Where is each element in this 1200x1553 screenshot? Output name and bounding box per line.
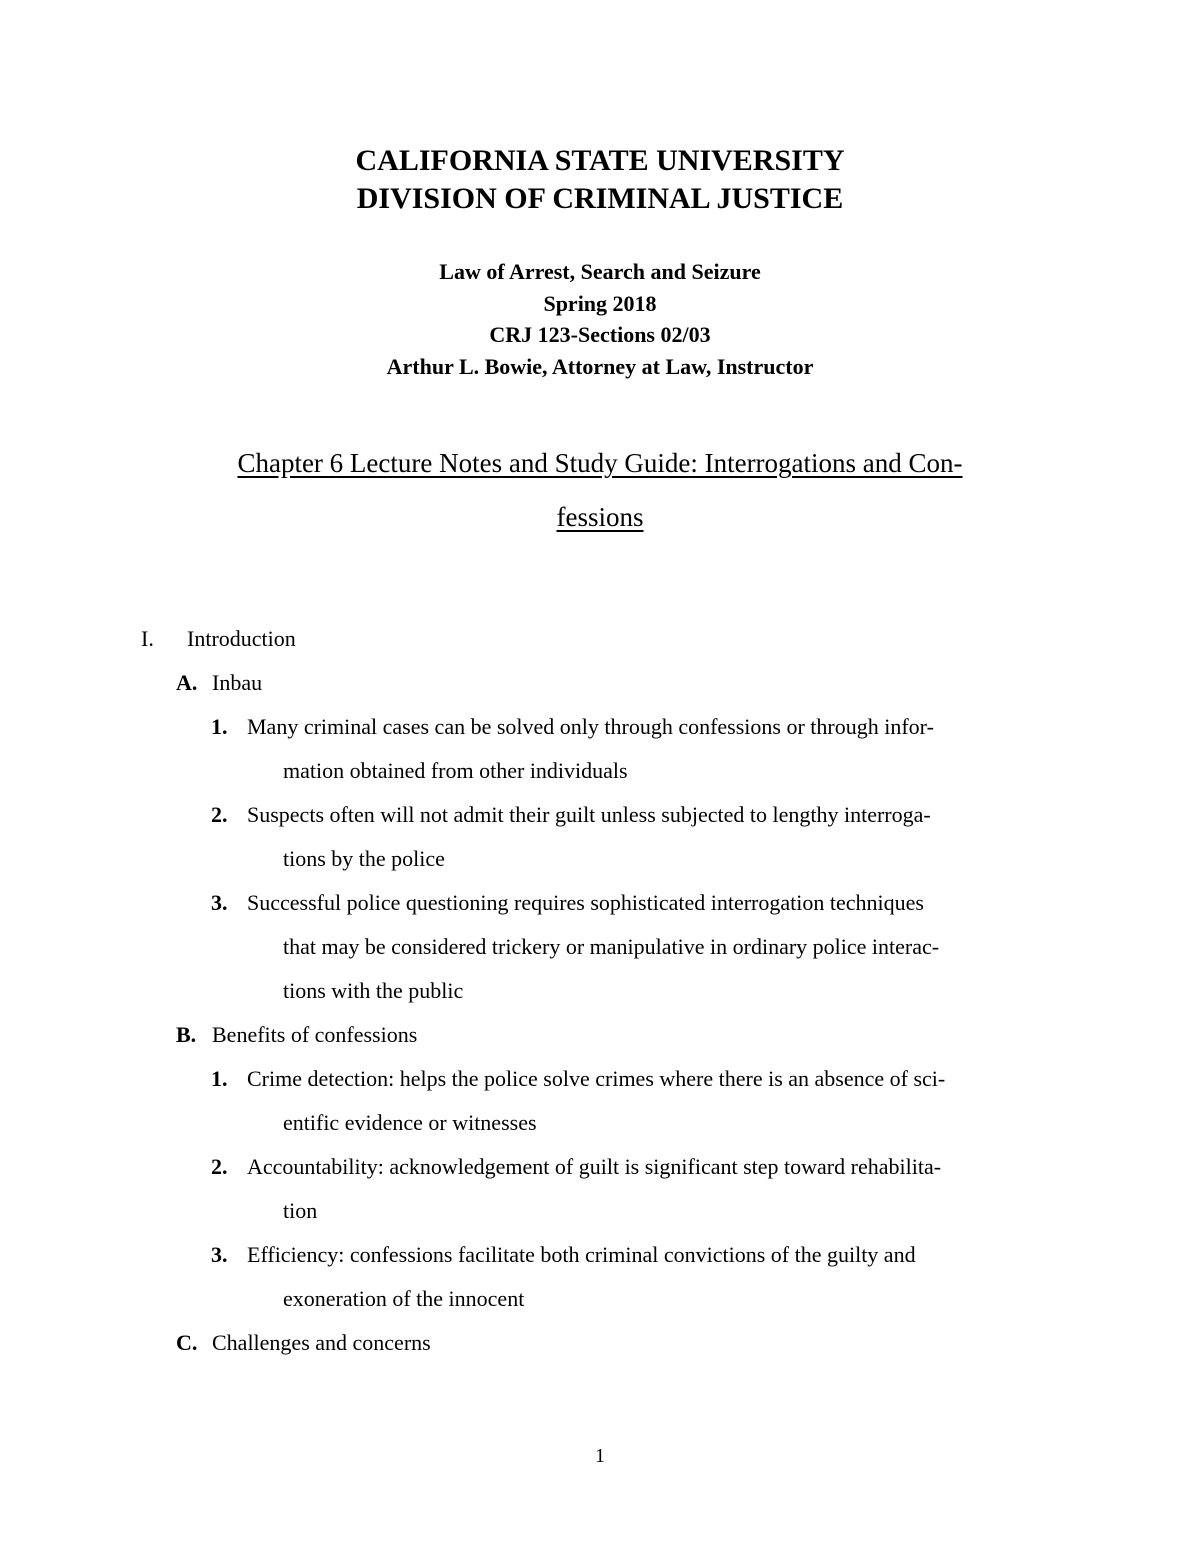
- chapter-title-line-1: Chapter 6 Lecture Notes and Study Guide: Interrogations and Con-: [237, 448, 963, 478]
- list-item-marker: 2.: [211, 1154, 228, 1179]
- page-number: 1: [595, 1445, 605, 1467]
- university-name: CALIFORNIA STATE UNIVERSITY: [355, 144, 845, 177]
- section-heading: Introduction: [187, 626, 296, 651]
- subsection-marker-b: B.: [176, 1022, 197, 1047]
- course-info: [0, 256, 1200, 382]
- list-item-marker: 3.: [211, 890, 228, 915]
- institution-header: [0, 142, 1200, 218]
- subsection-heading-b: Benefits of confessions: [212, 1022, 418, 1047]
- list-item-text: Efficiency: confessions facilitate both criminal convictions of the guilty and: [247, 1242, 916, 1267]
- subsection-marker-a: A.: [176, 670, 198, 695]
- list-item-text: entific evidence or witnesses: [283, 1110, 537, 1135]
- list-item-text: tions with the public: [283, 978, 464, 1003]
- chapter-title-line-2: fessions: [556, 502, 644, 532]
- list-item-text: Crime detection: helps the police solve crimes where there is an absence of sci-: [247, 1066, 946, 1091]
- list-item-marker: 1.: [211, 714, 228, 739]
- instructor-name: Arthur L. Bowie, Attorney at Law, Instructor: [386, 353, 814, 379]
- list-item-text: Accountability: acknowledgement of guilt is significant step toward rehabilita-: [247, 1154, 942, 1179]
- list-item-text: Suspects often will not admit their guilt unless subjected to lengthy interroga-: [247, 802, 931, 827]
- division-name: DIVISION OF CRIMINAL JUSTICE: [356, 182, 844, 215]
- list-item-text: tion: [283, 1198, 318, 1223]
- list-item-text: Successful police questioning requires sophisticated interrogation techniques: [247, 890, 924, 915]
- list-item-text: tions by the police: [283, 846, 445, 871]
- course-code: CRJ 123-Sections 02/03: [489, 322, 711, 347]
- subsection-heading-c: Challenges and concerns: [212, 1330, 431, 1355]
- list-item-text: mation obtained from other individuals: [283, 758, 628, 783]
- list-item-text: Many criminal cases can be solved only through confessions or through infor-: [247, 714, 934, 739]
- chapter-title: [130, 436, 1070, 544]
- section-marker: I.: [141, 626, 154, 651]
- list-item-text: that may be considered trickery or manipulative in ordinary police interac-: [283, 934, 940, 959]
- subsection-heading-a: Inbau: [212, 670, 263, 695]
- list-item-marker: 2.: [211, 802, 228, 827]
- subsection-marker-c: C.: [176, 1330, 198, 1355]
- list-item-marker: 3.: [211, 1242, 228, 1267]
- course-title: Law of Arrest, Search and Seizure: [439, 259, 761, 284]
- list-item-text: exoneration of the innocent: [283, 1286, 525, 1311]
- course-term: Spring 2018: [543, 290, 657, 316]
- list-item-marker: 1.: [211, 1066, 228, 1091]
